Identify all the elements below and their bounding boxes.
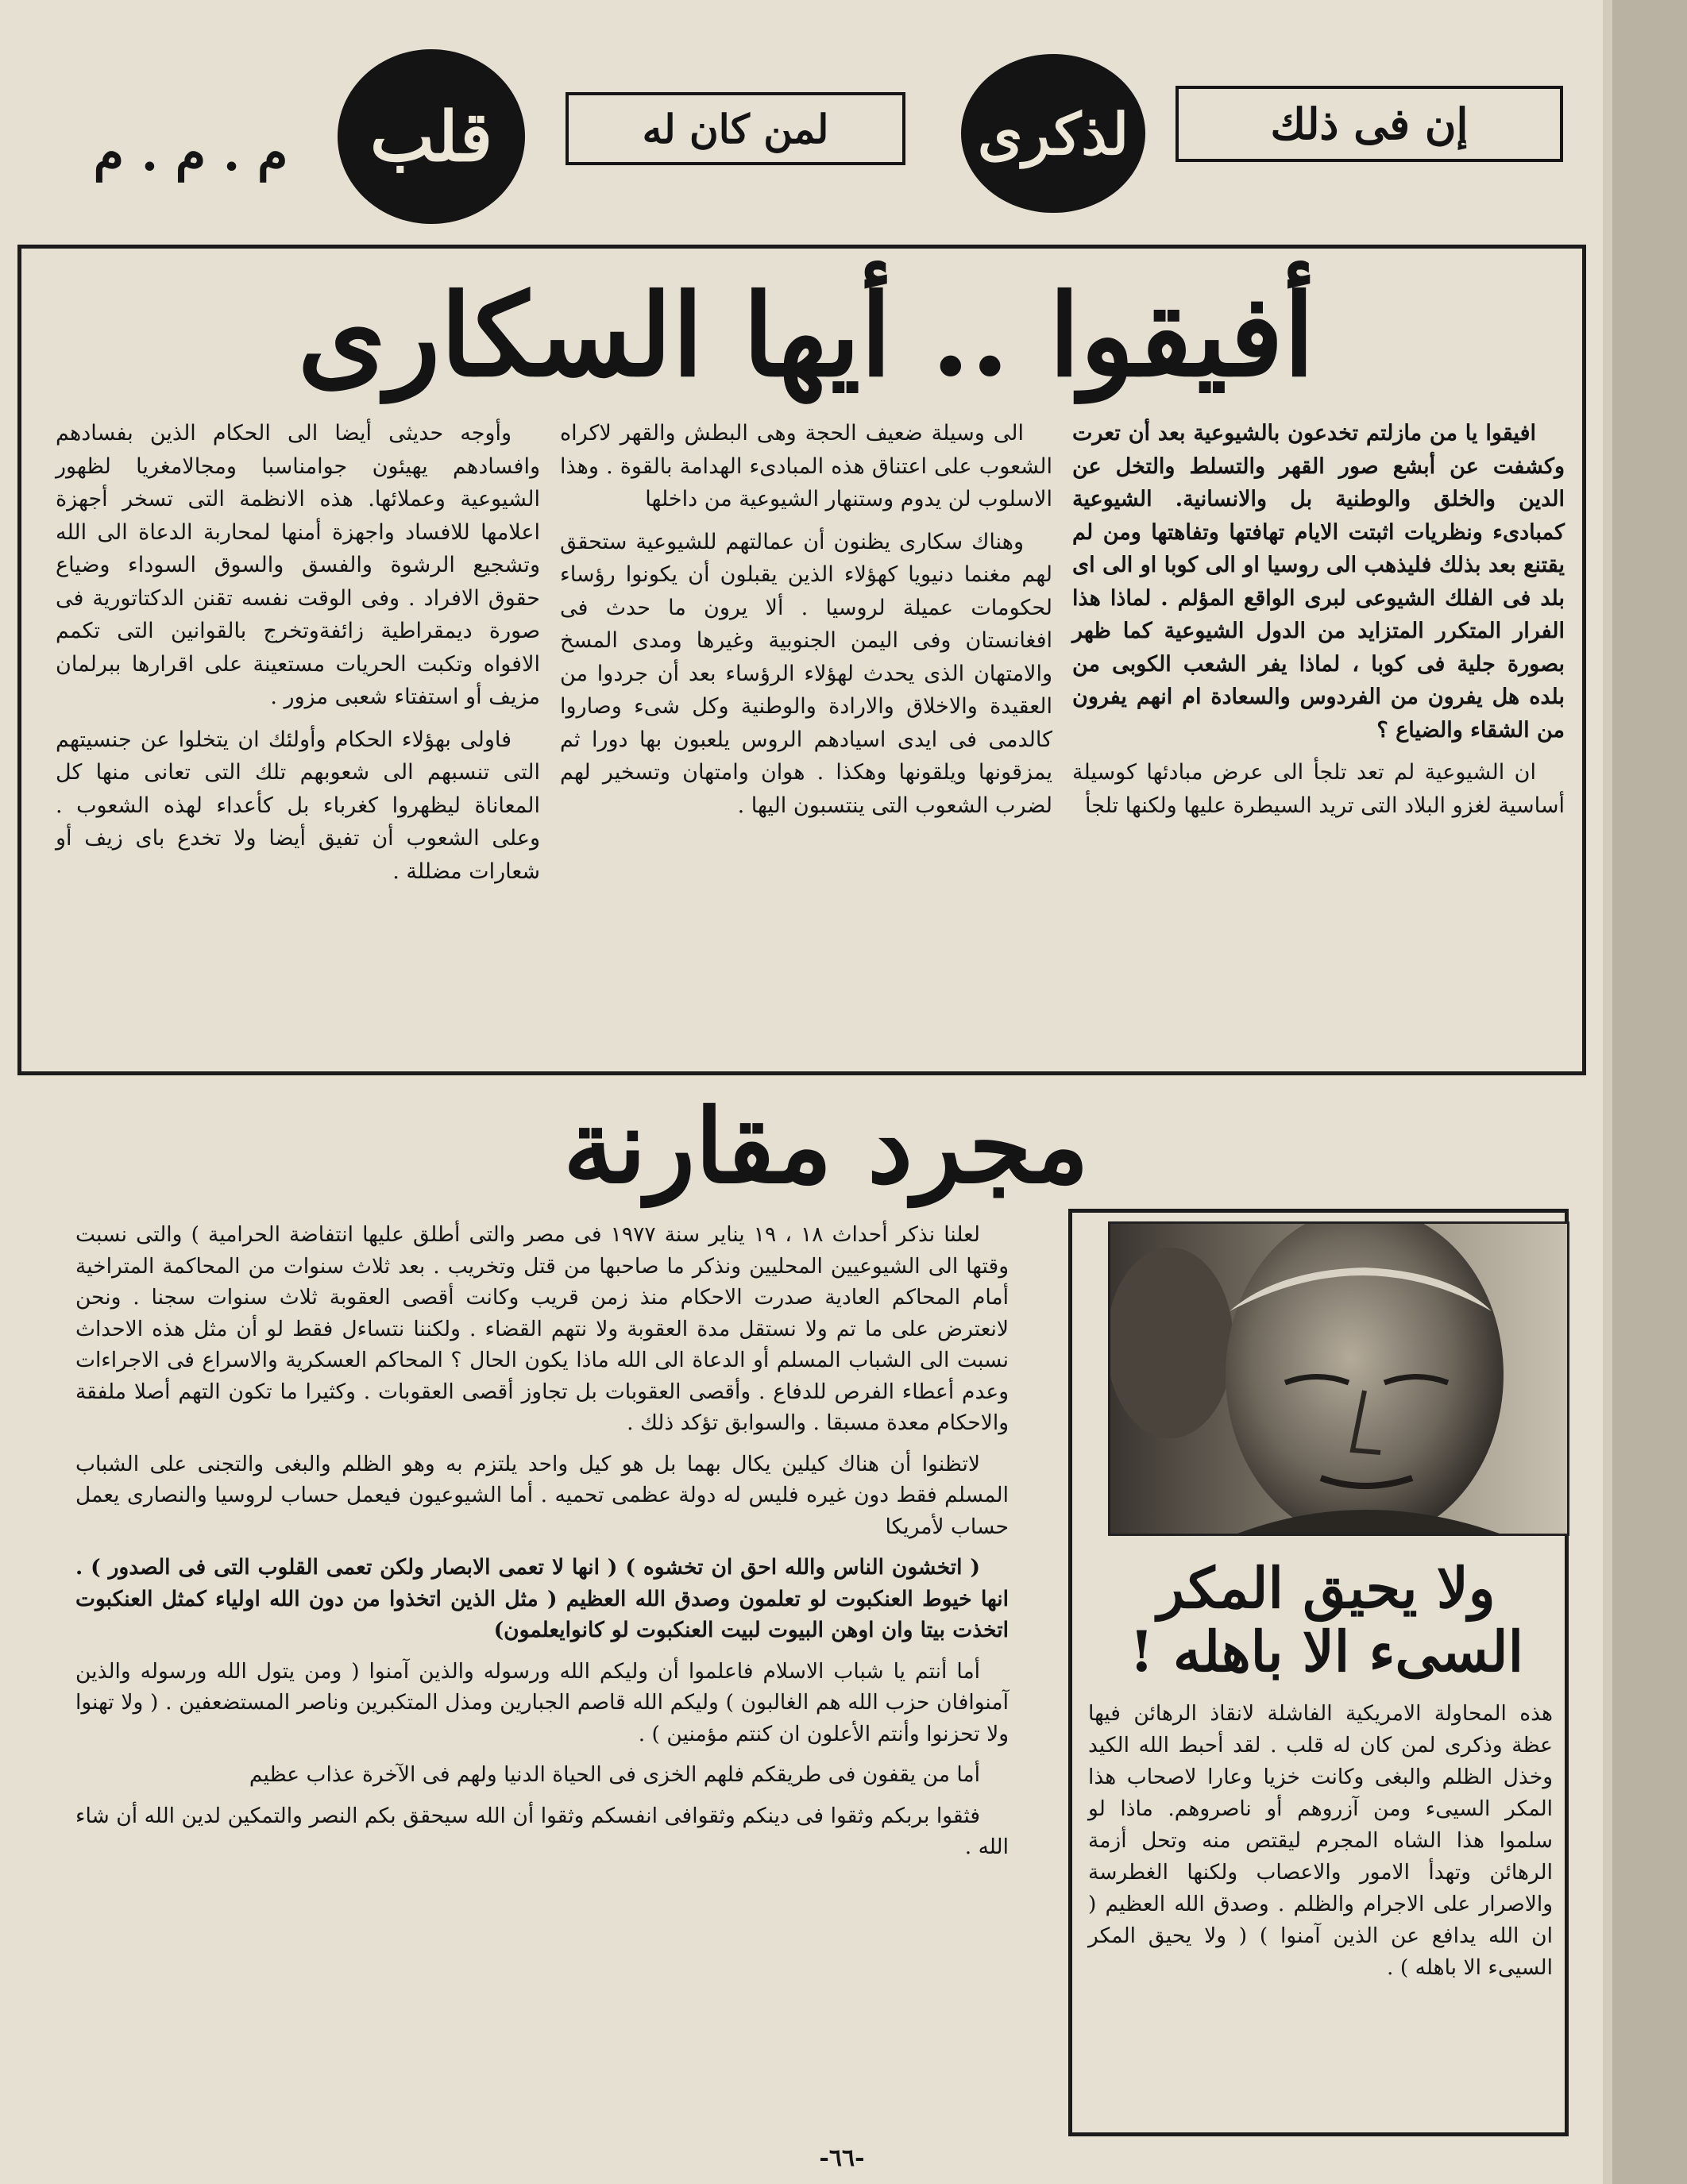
article2-p6: فثقوا بربكم وثقوا فى دينكم وثقوافى انفسكم وثقوا أن الله سيحقق بكم النصر والتمكين لدين الله أن شاء الله . (75, 1803, 1009, 1859)
banner-right-text: إن فى ذلك (1270, 98, 1469, 149)
article1-column-middle (560, 417, 1052, 832)
banner-disc-right-text: لذكرى (977, 99, 1129, 168)
article2-p2: لاتظنوا أن هناك كيلين يكال بهما بل هو كيل واحد يلتزم به وهو الظلم والبغى والتجنى على الشباب المسلم فقط دون غيره فليس له دولة عظمى تحميه . أما الشيوعيون فيعمل حساب لروسيا والنصارى يعمل حساب لأمريكا (75, 1451, 1009, 1539)
article2-p3-quotes: ( اتخشون الناس والله احق ان تخشوه ) ( انها لا تعمى الابصار ولكن تعمى القلوب التى فى الصدور ) . انها خيوط العنكبوت لو تعلمون وصدق الله العظيم ( مثل الذين اتخذوا من دون الله اولياء كمثل العنكبوت اتخذت بيتا وان اوهن البيوت لبيت العنكبوت لو كانوايعلمون) (75, 1555, 1009, 1642)
banner-disc-right (961, 54, 1145, 213)
portrait-image (1110, 1224, 1567, 1534)
article2-headline: مجرد مقارنة (563, 1087, 1089, 1206)
article1-column-right (1072, 417, 1565, 832)
banner-box-right (1175, 86, 1563, 162)
banner-disc-left-text: قلب (369, 96, 493, 177)
sidebar-caption: ولا يحيق المكر السىء الا باهله ! (1129, 1555, 1524, 1684)
article2-body (75, 1219, 1009, 1873)
article1-col-right-p2: ان الشيوعية لم تعد تلجأ الى عرض مبادئها كوسيلة أساسية لغزو البلاد التى تريد السيطرة عليها ولكنها تلجأ (1072, 760, 1565, 818)
banner-disc-left (338, 49, 525, 224)
sidebar-photo (1108, 1221, 1569, 1536)
article1-headline: أفيقوا .. أيها السكارى (297, 270, 1315, 402)
article2-p1: لعلنا نذكر أحداث ١٨ ، ١٩ يناير سنة ١٩٧٧ فى مصر والتى أطلق عليها انتفاضة الحرامية ) والتى نسبت وقتها الى الشيوعيين المحليين ونذكر ما صاحبها من قتل وتخريب . بعد ثلاث سنوات من المحاكمة المتراخية أمام المحاكم العادية صدرت الاحكام منذ زمن قريب وكانت أقصى العقوبة ثلاث سنوات سجنا . ونحن لانعترض على ما تم ولا نستقل مدة العقوبة ولا نتهم القضاء . ولكننا نتساءل فقط لو أن مثل هذه الاحداث نسبت الى الشباب المسلم أو الدعاة الى الله ماذا يكون الحال ؟ المحاكم العسكرية والاسراع فى الاجراءات وعدم أعطاء الفرص للدفاع . وأقصى العقوبات بل تجاوز أقصى العقوبات . وكثيرا ما تكون التهم أصلا ملفقة والاحكام معدة مسبقا . والسوابق تؤكد ذلك . (75, 1222, 1009, 1435)
author-signature: م . م . م (93, 124, 288, 182)
page-edge (1612, 0, 1687, 2184)
article1-col-left-p1: وأوجه حديثى أيضا الى الحكام الذين بفسادهم وافسادهم يهيئون جوامناسبا ومجالامغريا لظهور الشيوعية وعملائها. هذه الانظمة التى تسخر أجهزة اعلامها للافساد واجهزة أمنها لمحاربة الدعاة الى الله وتشجيع الرشوة والفسق والسوق السوداء وضياع حقوق الافراد . وفى الوقت نفسه تقنن الدكتاتورية فى صورة ديمقراطية زائفةوتخرج بالقوانين التى تكمم الافواه وتكبت الحريات مستعينة على اقرارها ببرلمان مزيف أو استفتاء شعبى مزور . (56, 421, 540, 709)
article1-col-middle-p2: وهناك سكارى يظنون أن عمالتهم للشيوعية ستحقق لهم مغنما دنيويا كهؤلاء الذين يقبلون أن يكونوا رؤساء لحكومات عميلة لروسيا . ألا يرون ما حدث فى افغانستان وفى اليمن الجنوبية وغيرها ومدى المسخ والامتهان الذى يحدث لهؤلاء الرؤساء بعد أن جردوا من العقيدة والاخلاق والارادة والوطنية وكل شىء وصاروا كالدمى فى ايدى اسيادهم الروس يلعبون بها دورا ثم يمزقونها ويلقونها وهكذا . هوان وامتهان وتسخير لهم لضرب الشعوب التى ينتسبون اليها . (560, 529, 1052, 818)
article2-p5: أما من يقفون فى طريقكم فلهم الخزى فى الحياة الدنيا ولهم فى الآخرة عذاب عظيم (249, 1762, 980, 1787)
article1-column-left (56, 417, 540, 897)
page-number: -٦٦- (819, 2144, 865, 2172)
article2-p4: أما أنتم يا شباب الاسلام فاعلموا أن وليكم الله ورسوله والذين آمنوا ( ومن يتول الله ورسوله والذين آمنوافان حزب الله هم الغالبون ) وليكم الله قاصم الجبارين ومذل المتكبرين وناصر المستضعفين . ( ولا تهنوا ولا تحزنوا وأنتم الأعلون ان كنتم مؤمنين ) . (75, 1658, 1009, 1746)
article1-col-left-p2: فاولى بهؤلاء الحكام وأولئك ان يتخلوا عن جنسيتهم التى تنسبهم الى شعوبهم تلك التى تعانى منها كل المعاناة ليظهروا كغرباء بل كأعداء لهذه الشعوب . وعلى الشعوب أن تفيق أيضا ولا تخدع باى زيف أو شعارات مضللة . (56, 727, 540, 884)
sidebar-text: هذه المحاولة الامريكية الفاشلة لانقاذ الرهائن فيها عظة وذكرى لمن كان له قلب . لقد أحبط الله الكيد وخذل الظلم والبغى وكانت خزيا وعارا لاصحاب هذا المكر السيىء ومن آزروهم أو ناصروهم. ماذا لو سلموا هذا الشاه المجرم ليقتص منه وتحل أزمة الرهائن وتهدأ الامور والاعصاب ولكنها الغطرسة والاصرار على الاجرام والظلم . وصدق الله العظيم ( ان الله يدافع عن الذين آمنوا ) ( ولا يحيق المكر السيىء الا باهله ) . (1088, 1701, 1553, 1980)
banner-box-center (566, 92, 905, 165)
article1-col-middle-p1: الى وسيلة ضعيف الحجة وهى البطش والقهر لاكراه الشعوب على اعتناق هذه المبادىء الهدامة بالقوة . وهذا الاسلوب لن يدوم وستنهار الشيوعية من داخلها (560, 421, 1052, 511)
article1-col-right-p1: افيقوا يا من مازلتم تخدعون بالشيوعية بعد أن تعرت وكشفت عن أبشع صور القهر والتسلط والتخل عن الدين والخلق والوطنية بل والانسانية. الشيوعية كمبادىء ونظريات اثبتت الايام تهافتها وتفاهتها ومن لم يقتنع بعد بذلك فليذهب الى روسيا او الى كوبا او الى اى بلد فى الفلك الشيوعى لبرى الواقع المؤلم . لماذا هذا الفرار المتكرر المتزايد من الدول الشيوعية كما ظهر بصورة جلية فى كوبا ، لماذا يفر الشعب الكوبى من بلده هل يفرون من الفردوس والسعادة ام انهم يفرون من الشقاء والضياع ؟ (1072, 421, 1565, 743)
banner-center-text: لمن كان له (642, 105, 829, 152)
